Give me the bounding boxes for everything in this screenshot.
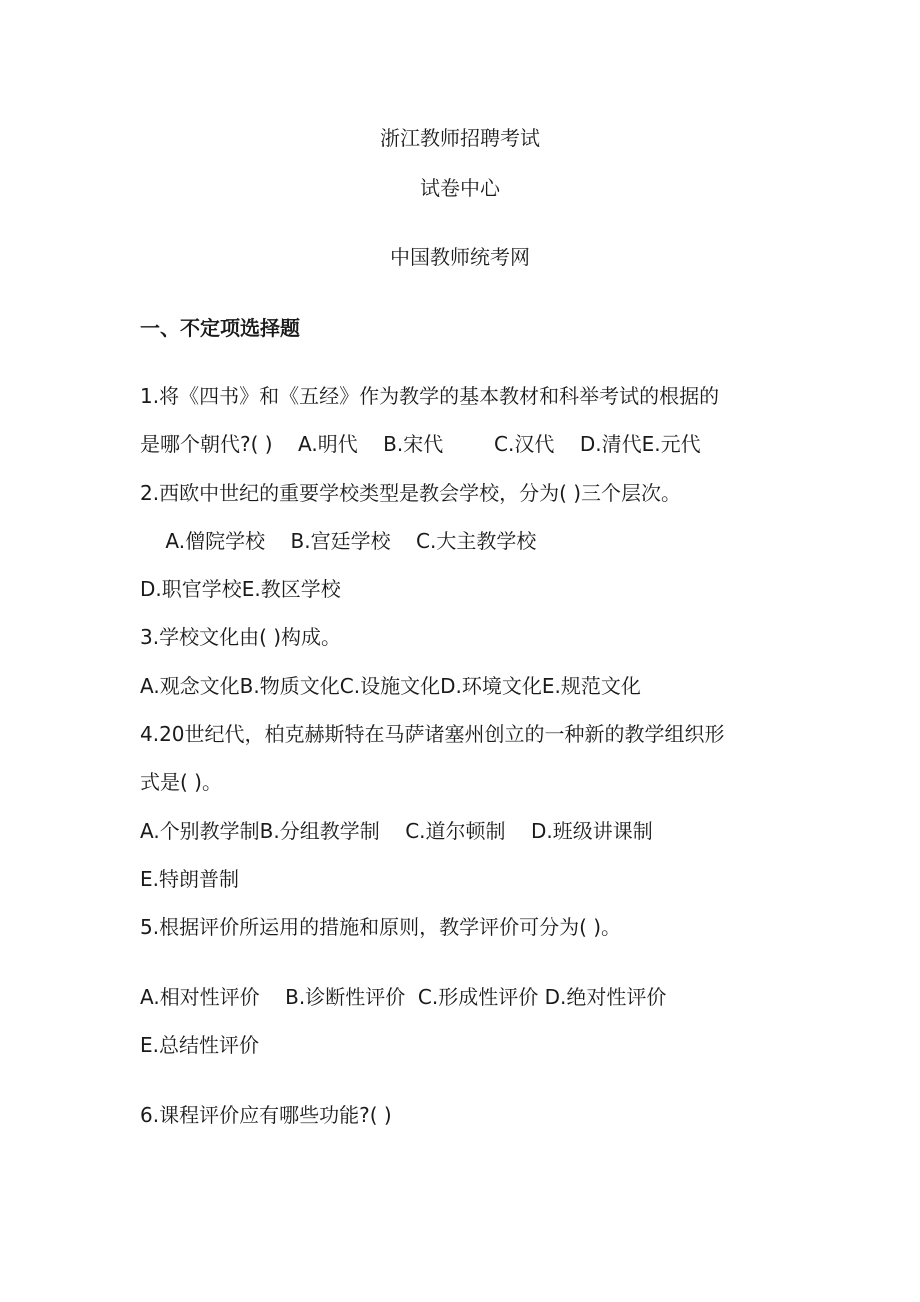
question-4-text-cont: 式是( )。 — [140, 770, 222, 794]
question-4-text: 4.20世纪代，柏克赫斯特在马萨诸塞州创立的一种新的教学组织形 — [140, 722, 725, 746]
question-1-text: 1.将《四书》和《五经》作为教学的基本教材和科举考试的根据的 — [140, 384, 720, 408]
document-subtitle: 试卷中心 — [420, 176, 500, 200]
question-3-text: 3.学校文化由( )构成。 — [140, 625, 342, 649]
question-3-options: A.观念文化B.物质文化C.设施文化D.环境文化E.规范文化 — [140, 674, 641, 698]
document-source: 中国教师统考网 — [390, 245, 530, 269]
question-2-options-b: D.职官学校E.教区学校 — [140, 577, 341, 601]
document-title: 浙江教师招聘考试 — [380, 126, 540, 150]
question-2-options-a: A.僧院学校 B.宫廷学校 C.大主教学校 — [140, 529, 537, 553]
question-5-text: 5.根据评价所运用的措施和原则，教学评价可分为( )。 — [140, 915, 622, 939]
question-1-options: 是哪个朝代?( ) A.明代 B.宋代 C.汉代 D.清代E.元代 — [140, 432, 701, 456]
question-5-options-a: A.相对性评价 B.诊断性评价 C.形成性评价 D.绝对性评价 — [140, 985, 667, 1009]
question-5-options-b: E.总结性评价 — [140, 1033, 259, 1057]
question-4-options-a: A.个别教学制B.分组教学制 C.道尔顿制 D.班级讲课制 — [140, 819, 653, 843]
question-2-text: 2.西欧中世纪的重要学校类型是教会学校，分为( )三个层次。 — [140, 481, 682, 505]
section-title: 一、不定项选择题 — [140, 316, 300, 340]
question-4-options-b: E.特朗普制 — [140, 867, 239, 891]
question-6-text: 6.课程评价应有哪些功能?( ) — [140, 1103, 392, 1127]
